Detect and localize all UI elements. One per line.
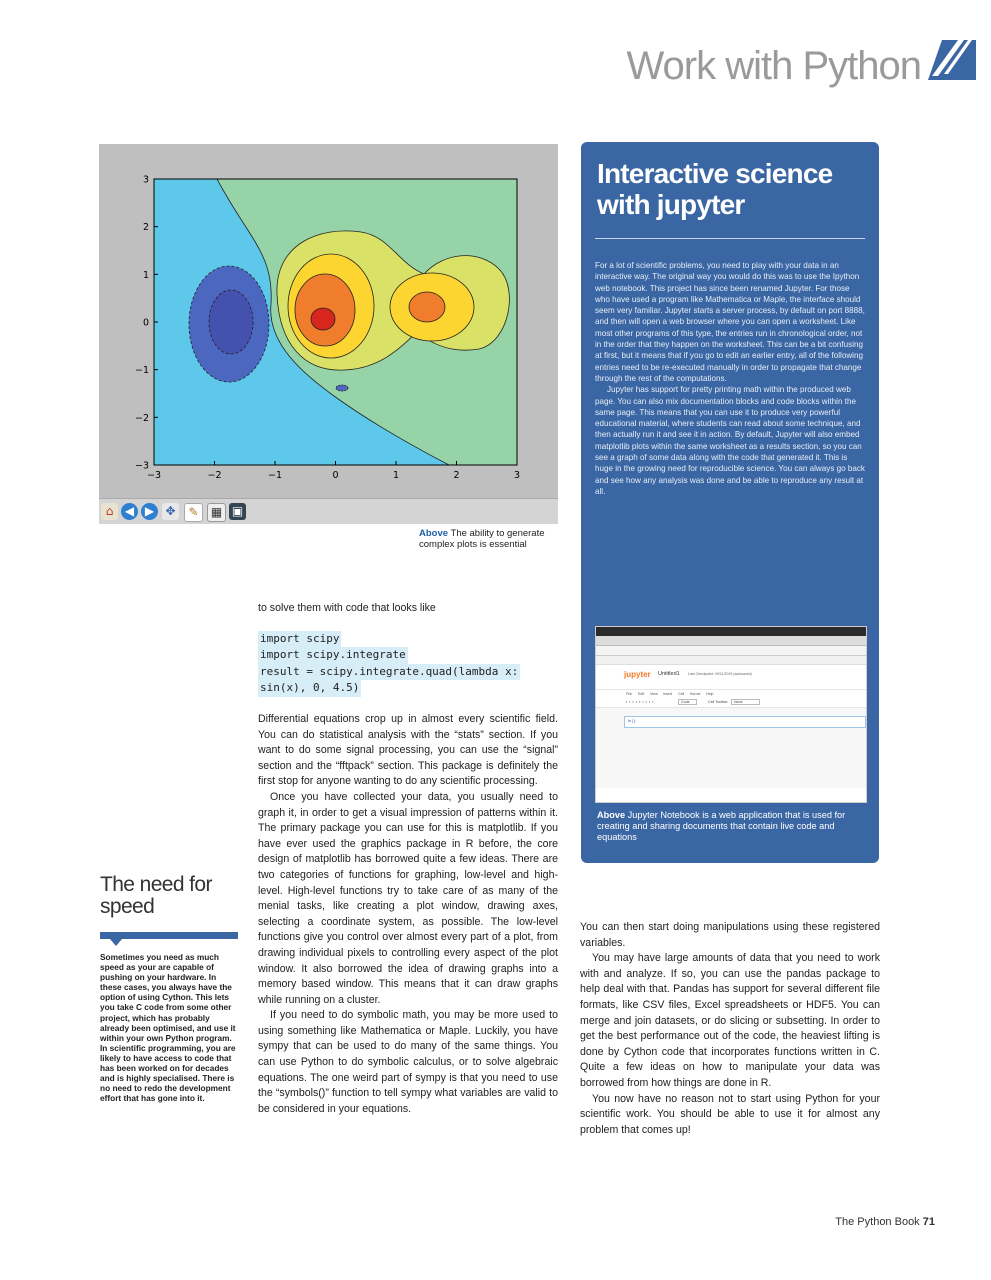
menu-kernel[interactable]: Kernel xyxy=(690,692,701,696)
browser-titlebar xyxy=(596,627,866,636)
y-tick-label: 1 xyxy=(142,269,149,281)
sidebar-text: Sometimes you need as much speed as your are capable of pushing on your hardware. In these cases, you always have the option of using Cython. This lets you take C code from some other project, which has probably already been optimised, and use it within your own Python program. In scientific programming, you are likely to have access to code that has been worked on for decades and is highly specialised. There is no need to redo the development effort that has gone into it. xyxy=(100,952,236,1104)
footer-book-title: The Python Book xyxy=(835,1216,920,1228)
menu-edit[interactable]: Edit xyxy=(638,692,645,696)
paragraph: Once you have collected your data, you usually need to graph it, in order to get a visual impression of patterns within it. The primary package you can use for this is matplotlib. If you have ever used the graphics package in R before, the core design of matplotlib has borrowed quite a few ideas. There are two categories of functions for graphing, low-level and high-level. High-level functions try to take care of as many of the menial tasks, like creating a plot window, drawing axes, selecting a coordinate system, as possible. The low-level functions give you control over almost every part of a plot, from drawing individual pixels to controlling every aspect of the plot window. It also borrowed the idea of drawing graphs into a memory based window. This means that it can draw graphs while running on a cluster. xyxy=(258,790,558,1006)
y-tick-label: −1 xyxy=(134,365,149,377)
figure-caption-text: The ability to generate complex plots is essential xyxy=(419,528,545,550)
browser-address-bar xyxy=(596,646,866,656)
menu-help[interactable]: Help xyxy=(706,692,714,696)
paragraph: You may have large amounts of data that you need to work with and analyze. If so, you can use the pandas package to help deal with that. Pandas has support for several different file formats, like CSV files, Excel spreadsheets or HDF5. You can merge and join datasets, or do slicing or subsetting. In order to get the best performance out of the code, the heaviest lifting is done by Cython code that incorporates functions written in C. Quite a few ideas on how to manipulate your data was borrowed from how things are done in R. xyxy=(580,952,880,1089)
cell-prompt: In [ ]: xyxy=(628,719,636,723)
jupyter-boxout xyxy=(581,142,879,863)
code-line: import scipy xyxy=(258,631,341,647)
boxout-divider xyxy=(595,238,865,239)
paragraph: You now have no reason not to start using Python for your scientific work. You should be able to use it for almost any problem that comes up! xyxy=(580,1092,880,1136)
cell-toolbar-select[interactable]: None xyxy=(731,699,760,705)
notebook-toolbar xyxy=(596,698,866,708)
home-icon[interactable]: ⌂ xyxy=(101,503,118,520)
x-tick-label: 0 xyxy=(332,470,339,481)
back-icon[interactable]: ◀ xyxy=(121,503,138,520)
forward-icon[interactable]: ▶ xyxy=(141,503,158,520)
sidebar-title: The need for speed xyxy=(100,873,212,918)
browser-tabs xyxy=(596,636,866,646)
contour-plot xyxy=(99,144,558,498)
column1-body xyxy=(258,712,558,1117)
cell-type-select[interactable]: Code xyxy=(678,699,697,705)
y-tick-label: 3 xyxy=(142,174,149,186)
boxout-body xyxy=(595,260,865,497)
region-level4 xyxy=(311,308,335,330)
y-tick-label: 0 xyxy=(142,317,149,329)
code-line: result = scipy.integrate.quad(lambda x: xyxy=(258,664,520,680)
matplotlib-figure-window xyxy=(99,144,558,523)
browser-bookmarks xyxy=(596,656,866,665)
boxout-caption-label: Above xyxy=(597,810,626,820)
x-tick-label: −1 xyxy=(267,470,283,481)
paragraph: Jupyter has support for pretty printing math within the produced web page. You can also mix documentation blocks and code blocks within the same page. This means that you can use it to produce very powerful educational material, where students can read about some technique, and then actually run it and see it in action. By default, Jupyter will also embed matplotlib plots within the same worksheet as a results section, so you can see a graph of some data along with the code that generated it. This is huge in the growing need for reproducible science. You can always go back and see how any analysis was done and be able to reproduce any result at all. xyxy=(595,385,865,496)
cell-toolbar-label: Cell Toolbar: xyxy=(708,700,728,704)
figure-caption xyxy=(419,528,559,550)
pan-icon[interactable]: ✥ xyxy=(162,503,179,520)
page-footer xyxy=(835,1216,935,1228)
checkpoint-status: Last Checkpoint: 09/11/2015 (autosaved) xyxy=(688,672,752,676)
x-tick-label: 2 xyxy=(453,470,460,481)
boxout-caption-text: Jupyter Notebook is a web application that is used for creating and sharing documents that contain live code and equations xyxy=(597,810,846,842)
paragraph: Differential equations crop up in almost every scientific field. You can do statistical analysis with the “stats” section. If you want to do some signal processing, you can use the “signal” section and the “fftpack” section. This package is definitely the first stop for anyone wanting to do any scientific processing. xyxy=(258,713,558,788)
save-icon[interactable]: ▣ xyxy=(229,503,246,520)
region-minimum-inner xyxy=(209,290,253,354)
x-tick-label: 1 xyxy=(392,470,400,481)
jupyter-screenshot xyxy=(595,626,867,803)
boxout-title: Interactive science with jupyter xyxy=(597,158,833,220)
paragraph: If you need to do symbolic math, you may be more used to using something like Mathematica or Maple. Luckily, you have sympy that can be used to do many of the same things. You can use Python to do symbolic calculus, or to solve algebraic equations. The one weird part of sympy is that you need to use the “symbols()” function to tell sympy what variables are valid to be considered in your equations. xyxy=(258,1009,558,1115)
configure-icon[interactable]: ✎ xyxy=(184,503,203,522)
y-tick-label: 2 xyxy=(142,222,149,234)
notebook-menubar xyxy=(596,690,866,698)
paragraph: You can then start doing manipulations using these registered variables. xyxy=(580,921,880,949)
column1-intro: to solve them with code that looks like xyxy=(258,602,436,614)
figure-caption-label: Above xyxy=(419,528,449,539)
jupyter-logo: jupyter xyxy=(624,670,651,679)
menu-cell[interactable]: Cell xyxy=(678,692,685,696)
matplotlib-toolbar xyxy=(99,498,558,524)
x-tick-label: 3 xyxy=(513,470,521,481)
y-tick-label: −3 xyxy=(134,460,149,472)
menu-view[interactable]: View xyxy=(650,692,658,696)
code-line: sin(x), 0, 4.5) xyxy=(258,680,361,696)
x-tick-label: −2 xyxy=(207,470,222,481)
region-level3-right xyxy=(409,292,445,322)
sidebar-accent-bar xyxy=(100,932,238,939)
page-number: 71 xyxy=(922,1216,935,1228)
sidebar-accent-notch xyxy=(110,939,122,946)
column2-body xyxy=(580,920,880,1138)
notebook-title[interactable]: Untitled1 xyxy=(658,671,680,677)
menu-file[interactable]: File xyxy=(626,692,632,696)
page-header-title: Work with Python xyxy=(626,44,921,88)
menu-insert[interactable]: Insert xyxy=(663,692,672,696)
region-small-minimum xyxy=(336,385,348,391)
code-block xyxy=(258,631,558,697)
boxout-caption xyxy=(597,810,867,843)
x-tick-label: −3 xyxy=(146,470,162,481)
y-tick-label: −2 xyxy=(134,412,149,424)
paragraph: For a lot of scientific problems, you need to play with your data in an interactive way. The original way you would do this was to use the Ipython web notebook. This project has since been renamed Jupyter. For those who have used a program like Mathematica or Maple, the interface should seem very familiar. Jupyter starts a server process, by default on port 8888, and then will open a web browser where you can open a worksheet. Like most other programs of this type, the entries run in chronological order, not in the order that they happen on the worksheet. This can be a bit confusing at first, but it means that if you go to edit an earlier entry, all of the following entries need to be re-executed manually in order to propagate that change through the rest of the computations. xyxy=(595,261,865,383)
python-book-logo-icon xyxy=(928,40,976,80)
toolbar-buttons-icon[interactable]: ▪▪▪▪▪▪▪▪▪ xyxy=(626,700,656,704)
code-cell[interactable] xyxy=(624,716,866,728)
code-line: import scipy.integrate xyxy=(258,647,408,663)
zoom-icon[interactable]: ▦ xyxy=(207,503,226,522)
